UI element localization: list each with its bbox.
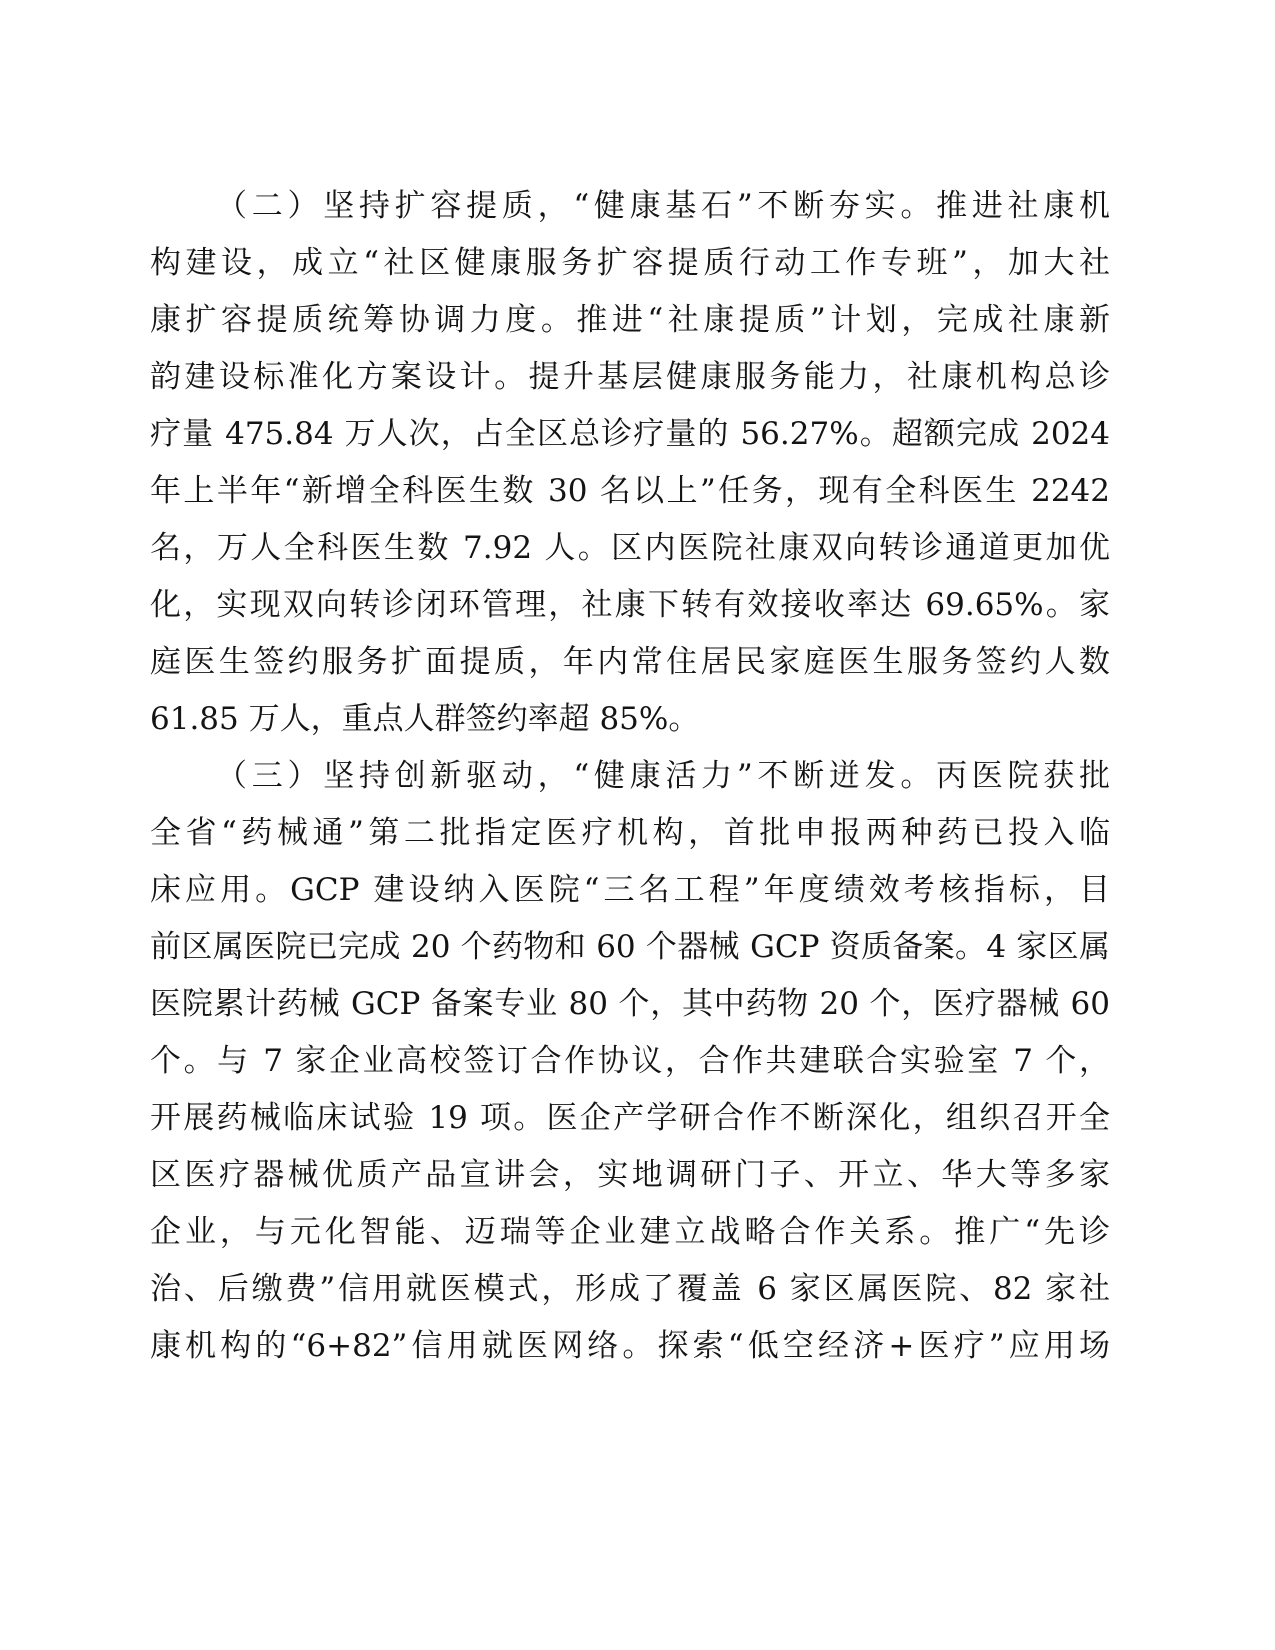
paragraph-line: 区医疗器械优质产品宣讲会，实地调研门子、开立、华大等多家 bbox=[150, 1157, 1110, 1193]
paragraph-line: 全省“药械通”第二批指定医疗机构，首批申报两种药已投入临 bbox=[150, 815, 1110, 851]
paragraph-line: 个。与 7 家企业高校签订合作协议，合作共建联合实验室 7 个， bbox=[150, 1043, 1110, 1079]
paragraph-line: 疗量 475.84 万人次，占全区总诊疗量的 56.27%。超额完成 2024 bbox=[150, 416, 1110, 452]
paragraph-line: 年上半年“新增全科医生数 30 名以上”任务，现有全科医生 2242 bbox=[150, 473, 1110, 509]
paragraph-line: 治、后缴费”信用就医模式，形成了覆盖 6 家区属医院、82 家社 bbox=[150, 1271, 1110, 1307]
paragraph-line: 开展药械临床试验 19 项。医企产学研合作不断深化，组织召开全 bbox=[150, 1100, 1110, 1136]
body-text bbox=[150, 178, 1110, 1375]
paragraph-line: 韵建设标准化方案设计。提升基层健康服务能力，社康机构总诊 bbox=[150, 359, 1110, 395]
paragraph-3 bbox=[150, 748, 1110, 1375]
paragraph-line: 庭医生签约服务扩面提质，年内常住居民家庭医生服务签约人数 bbox=[150, 644, 1110, 680]
paragraph-line: （二）坚持扩容提质，“健康基石”不断夯实。推进社康机 bbox=[216, 188, 1110, 224]
paragraph-line: 构建设，成立“社区健康服务扩容提质行动工作专班”，加大社 bbox=[150, 245, 1110, 281]
paragraph-line: 医院累计药械 GCP 备案专业 80 个，其中药物 20 个，医疗器械 60 bbox=[150, 986, 1110, 1022]
paragraph-line: 化，实现双向转诊闭环管理，社康下转有效接收率达 69.65%。家 bbox=[150, 587, 1110, 623]
paragraph-line: 名，万人全科医生数 7.92 人。区内医院社康双向转诊通道更加优 bbox=[150, 530, 1110, 566]
paragraph-line: 康扩容提质统筹协调力度。推进“社康提质”计划，完成社康新 bbox=[150, 302, 1110, 338]
paragraph-line: 61.85 万人，重点人群签约率超 85%。 bbox=[150, 701, 700, 737]
paragraph-line: 前区属医院已完成 20 个药物和 60 个器械 GCP 资质备案。4 家区属 bbox=[150, 929, 1110, 965]
paragraph-2 bbox=[150, 178, 1110, 748]
paragraph-line: 康机构的“6+82”信用就医网络。探索“低空经济+医疗”应用场 bbox=[150, 1328, 1110, 1364]
paragraph-line: （三）坚持创新驱动，“健康活力”不断迸发。丙医院获批 bbox=[216, 758, 1110, 794]
paragraph-line: 企业，与元化智能、迈瑞等企业建立战略合作关系。推广“先诊 bbox=[150, 1214, 1110, 1250]
paragraph-line: 床应用。GCP 建设纳入医院“三名工程”年度绩效考核指标，目 bbox=[150, 872, 1110, 908]
